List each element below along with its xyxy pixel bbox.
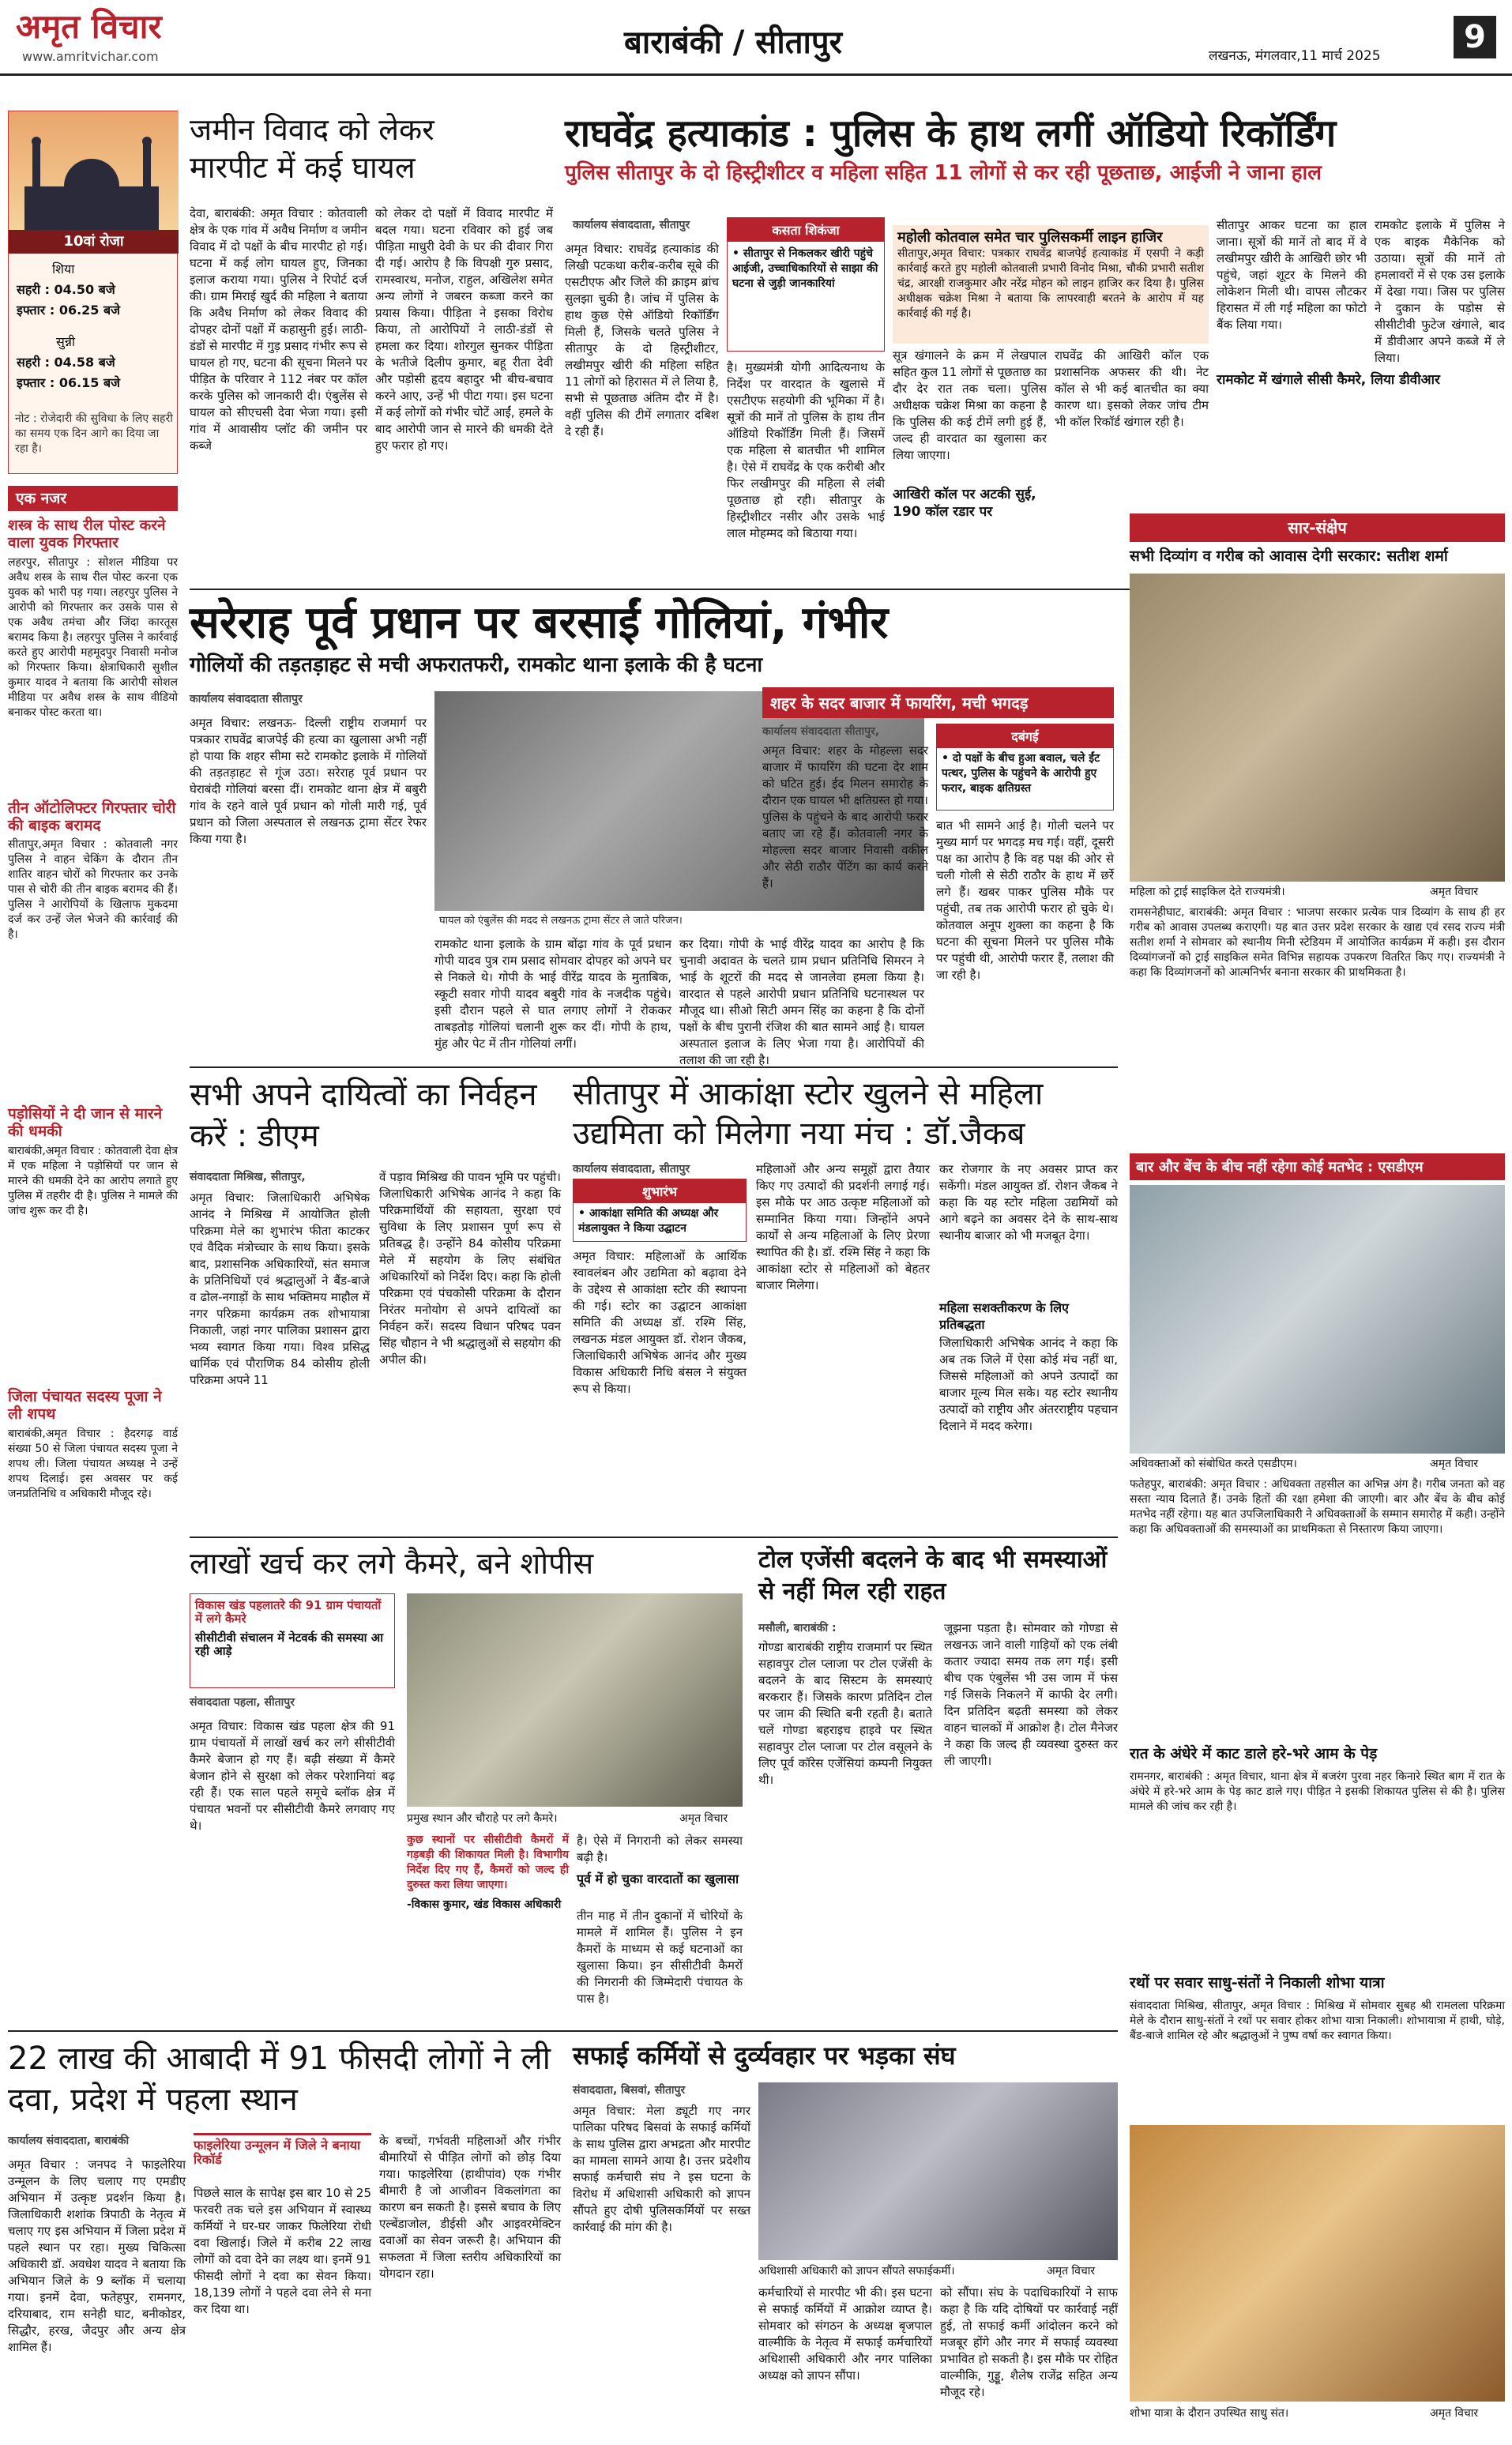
subhead-last-call: आखिरी कॉल पर अटकी सुई, 190 कॉल रडार पर bbox=[893, 487, 1036, 520]
story-col-2: जूझना पड़ता है। सोमवार को गोण्डा से लखनऊ जाने वाली गाड़ियों को एक लंबी कतार ज्यादा समय तक लग गई। इसी बीच एक एंबुलेंस भी उस जाम में फंस गई जिसके निकलने में काफी देर लगी। दिन प्रतिदिन बढ़ती समस्या को लेकर वाहन चालकों में आक्रोश है। टोल मैनेजर ने कहा कि जल्द ही व्यवस्था दुरुस्त कर ली जाएगी। bbox=[944, 1621, 1118, 1768]
story-col-1: देवा, बाराबंकी: अमृत विचार : कोतवाली क्षेत्र के एक गांव में अवैध निर्माण व जमीन विवाद में दो पक्षों के बीच मारपीट हो गई। घटना में कई लोग घायल हुए, जिनका इलाज कराया गया। पुलिस ने रिपोर्ट दर्ज की। ग्राम मिराई खुर्द की महिला ने बताया कि अवैध निर्माण को लेकर विवाद की दोपहर दोनों पक्षों में कहासुनी हुई। लाठी-डंडों से मारपीट में गुड़ प्रसाद गंभीर रूप से घायल हो गए, घटना की सूचना मिलने पर पीड़ित के परिवार ने 112 नंबर पर कॉल करके पुलिस को जानकारी दी। एंबुलेंस से घायल को सीएचसी देवा भेजा गया। इसी गांव में आवासीय प्लॉट की जमीन पर कब्जे bbox=[190, 206, 367, 453]
box-head: विकास खंड पहलातरे की 91 ग्राम पंचायतों में लगे कैमरे bbox=[195, 1598, 382, 1627]
box-head: फाइलेरिया उन्मूलन में जिले ने बनाया रिकॉर्ड bbox=[194, 2138, 361, 2168]
story-col-3: सूत्र खंगालने के क्रम में लेखपाल सहित कुल 11 लोगों से पूछताछ का दौर देर रात तक चला। पुलिस अधीक्षक चक्रेश मिश्रा का कहना है कि पुलिस की कई टीमें लगी हुई हैं, जल्द ही वारदात का खुलासा कर लिया जाएगा। bbox=[893, 348, 1047, 462]
brief-2-credit: अमृत विचार bbox=[1430, 1458, 1479, 1470]
byline: कार्यालय संवाददाता, सीतापुर bbox=[573, 1163, 690, 1175]
newspaper-logo: अमृत विचार bbox=[16, 7, 162, 46]
shia-label: शिया bbox=[52, 261, 75, 276]
list-item bbox=[8, 1106, 178, 1381]
story-col-1: अमृत विचार : जनपद ने फाइलेरिया उन्मूलन के लिए चलाए गए एमडीए अभियान में उत्कृष्ट प्रदर्शन किया है। जिलाधिकारी शशांक त्रिपाठी के नेतृत्व में चलाए गए इस अभियान में जिला प्रदेश में पहले स्थान पर रहा। मुख्य चिकित्सा अधिकारी डॉ. अवधेश यादव ने बताया कि अभियान जिले के 9 ब्लॉक में चलाया गया। इनमें देवा, फतेहपुर, रामनगर, दरियाबाद, राम सनेही घाट, बनीकोडर, सिद्धौर, हरख, जैदपुर और अन्य क्षेत्र शामिल हैं। bbox=[8, 2157, 186, 2354]
headline: टोल एजेंसी बदलने के बाद भी समस्याओं से नहीं मिल रही राहत bbox=[758, 1546, 1108, 1605]
subhead-cctv: रामकोट में खंगाले सीसी कैमरे, लिया डीवीआर bbox=[1217, 372, 1440, 388]
byline: संवाददाता, बिसवां, सीतापुर bbox=[573, 2084, 686, 2097]
headline: जमीन विवाद को लेकर मारपीट में कई घायल bbox=[190, 112, 434, 185]
roza-note: नोट : रोजेदारी की सुविधा के लिए सहरी का समय एक दिन आगे का दिया जा रहा है। bbox=[15, 412, 173, 455]
story-col-2: महिलाओं और अन्य समूहों द्वारा तैयार किए गए उत्पादों की प्रदर्शनी लगाई गई। इस मौके पर आठ उत्कृष्ट महिलाओं को सम्मानित किया गया। जिन्होंने अपने कार्यों से अन्य महिलाओं के लिए प्रेरणा स्थापित की है। डॉ. रश्मि सिंह ने कहा कि आकांक्षा स्टोर से महिलाओं को बेहतर बाजार मिलेगा। bbox=[756, 1162, 930, 1292]
box-headline: महोली कोतवाल समेत चार पुलिसकर्मी लाइन हाजिर bbox=[897, 229, 1163, 246]
camera-photo bbox=[407, 1593, 743, 1807]
item-headline: शस्त्र के साथ रील पोस्ट करने वाला युवक गिरफ्तार bbox=[8, 517, 166, 551]
sunni-label: सुन्नी bbox=[56, 334, 76, 349]
shia-sehri: सहरी : 04.50 बजे bbox=[17, 282, 115, 297]
item-body: लहरपुर, सीतापुर : सोशल मीडिया पर अवैध शस्त्र के साथ रील पोस्ट करना एक युवक को भारी पड़ गया। लहरपुर पुलिस ने आरोपी को गिरफ्तार कर उसके पास से एक अवैध तमंचा और जिंदा कारतूस बरामद किया है। लहरपुर पुलिस ने कार्रवाई करते हुए आरोपी महमूदपुर निवासी मनोज को गिरफ्तार किया। क्षेत्राधिकारी सुशील कुमार यादव ने बताया कि आरोपी सोशल मीडिया पर अवैध शस्त्र के साथ वीडियो बनाकर पोस्ट करता था। bbox=[8, 555, 178, 719]
camera-box bbox=[190, 1593, 395, 1688]
story-col-2: बात भी सामने आई है। गोली चलने पर मुख्य मार्ग पर भगदड़ मच गई। वहीं, दूसरी पक्ष का आरोप है कि वह पक्ष की ओर से चली गोली से सेठी राठौर के हाथ में छर्रे लगे हैं। खबर पाकर पुलिस मौके पर पहुंची, तब तक आरोपी फरार हो चुके थे। कोतवाल अनूप शुक्ला का कहना है कि घटना की सूचना मिलने पर पुलिस मौके पर पहुंची थी, आरोपी फरार हैं, तलाश की जा रही है। bbox=[936, 818, 1114, 982]
section-title: बाराबंकी / सीतापुर bbox=[624, 24, 842, 61]
brief-2-body: फतेहपुर, बाराबंकी: अमृत विचार : अधिवक्ता तहसील का अभिन्न अंग है। गरीब जनता को वह सस्ता न्याय दिलाते हैं। उनके हितों की रक्षा हमेशा की जाएगी। बार और बेंच के बीच कोई मतभेद नहीं रहेगा। यह बात उपजिलाधिकारी ने अधिवक्ताओं के सम्मान समारोह में कही। उन्होंने कहा कि अधिवक्ताओं की समस्याओं का प्राथमिकता से निस्तारण किया जाएगा। bbox=[1130, 1478, 1505, 1536]
item-headline: जिला पंचायत सदस्य पूजा ने ली शपथ bbox=[8, 1388, 162, 1423]
kasta-box bbox=[727, 217, 885, 352]
divider bbox=[190, 1537, 1118, 1538]
quote-box bbox=[407, 1833, 569, 2022]
brief-2-headline: बार और बेंच के बीच नहीं रहेगा कोई मतभेद : एसडीएम bbox=[1130, 1153, 1505, 1180]
story-col-2: को लेकर दो पक्षों में विवाद मारपीट में बदल गया। घटना रविवार को हुई जब पीड़िता माधुरी देवी के घर की दीवार गिरा दी गई। आरोप है कि विपक्षी गुरु प्रसाद, रामस्वारथ, मनोज, राहुल, अखिलेश समेत अन्य लोगों ने जबरन कब्जा करने का प्रयास किया। पीड़िता ने इसका विरोध किया, तो आरोपियों ने लाठी-डंडों से हमला कर दिया। शोरगुल सुनकर पीड़िता के भतीजे दिलीप कुमार, बहू रीता देवी और पड़ोसी हृदय बहादुर भी बीच-बचाव करने आए, उन्हें भी पीटा गया। इस घटना में कई लोगों को गंभीर चोटें आईं, हमले के बाद आरोपी जान से मारने की धमकी देते हुए फरार हो गए। bbox=[375, 206, 553, 453]
byline: कार्यालय संवाददाता सीतापुर bbox=[190, 693, 303, 705]
photo-caption: घायल को एंबुलेंस की मदद से लखनऊ ट्रामा सेंटर ले जाते परिजन। bbox=[434, 911, 924, 928]
story-col-2: कर्मचारियों से मारपीट भी की। इस घटना से सफाई कर्मियों में आक्रोश व्याप्त है। सोमवार को संगठन के अध्यक्ष बृजपाल वाल्मीकि के नेतृत्व में सफाई कर्मचारियों अधिशासी अधिकारी और नगर पालिका अध्यक्ष को ज्ञापन सौंपा। bbox=[758, 2285, 932, 2383]
story-col-1: अमृत विचार: मेला ड्यूटी गए नगर पालिका परिषद बिसवां के सफाई कर्मियों के साथ पुलिस द्वारा अभद्रता और मारपीट का मामला सामने आया है। उत्तर प्रदेशीय सफाई कर्मचारी संघ ने इस घटना के विरोध में अधिशासी अधिकारी को ज्ञापन सौंपते हुए दोषी पुलिसकर्मियों पर सख्त कार्रवाई की मांग की है। bbox=[573, 2104, 750, 2234]
item-headline: पड़ोसियों ने दी जान से मारने की धमकी bbox=[8, 1105, 163, 1141]
headline: सरेराह पूर्व प्रधान पर बरसाईं गोलियां, गंभीर bbox=[190, 597, 889, 649]
headline: लाखों खर्च कर लगे कैमरे, बने शोपीस bbox=[190, 1546, 594, 1581]
shubharambh-points: • आकांक्षा समिति की अध्यक्ष और मंडलायुक्त ने किया उद्घाटन bbox=[578, 1207, 719, 1235]
brief-1-credit: अमृत विचार bbox=[1430, 886, 1479, 898]
list-item bbox=[8, 800, 178, 1099]
box-points: सीसीटीवी संचालन में नेटवर्क की समस्या आ रही आड़े bbox=[195, 1630, 384, 1658]
story-col-2: है। मुख्यमंत्री योगी आदित्यनाथ के निर्देश पर वारदात के खुलासे में एसटीएफ सहयोगी की भूमिका में है। सूत्रों की मानें तो पुलिस के हाथ तीन ऑडियो रिकॉर्डिंग मिली हैं। जिसमें एक महिला से बातचीत भी शामिल है। ऐसे में राघवेंद्र के एक करीबी और फिर लखीमपुर की महिला से लंबी पूछताछ हो रही। सीतापुर के हिस्ट्रीशीटर नसीर और उसके भाई लाल मोहम्मद को बिठाया गया। bbox=[727, 360, 885, 540]
divider bbox=[190, 1066, 1118, 1068]
brief-3-body: रामनगर, बाराबंकी : अमृत विचार, थाना क्षेत्र में बजरंग पुरवा नहर किनारे स्थित बाग में रात के अंधेरे में हरे-भरे आम के पेड़ काट डाले गए। पीड़ित ने इसकी शिकायत पुलिस से की है। पुलिस मामले की जांच कर रही है। bbox=[1130, 1770, 1505, 1813]
subhead: पुलिस सीतापुर के दो हिस्ट्रीशीटर व महिला सहित 11 लोगों से कर रही पूछताछ, आईजी ने जाना हाल bbox=[565, 161, 1322, 185]
brief-1-caption: महिला को ट्राई साइकिल देते राज्यमंत्री। bbox=[1130, 886, 1285, 898]
linehajir-box bbox=[893, 225, 1209, 344]
item-headline: तीन ऑटोलिफ्टर गिरफ्तार चोरी की बाइक बरामद bbox=[8, 799, 176, 834]
sunni-iftar: इफ्तार : 06.15 बजे bbox=[17, 375, 121, 390]
shubharambh-tag: शुभारंभ bbox=[574, 1179, 746, 1203]
item-body: सीतापुर,अमृत विचार : कोतवाली नगर पुलिस ने वाहन चेकिंग के दौरान तीन शातिर वाहन चोरों को गिरफ्तार कर उनके पास से चोरी की तीन बाइक बरामद की हैं। पुलिस ने आरोपियों के खिलाफ मुकदमा दर्ज कर उन्हें जेल भेजने की कार्रवाई की है। bbox=[8, 838, 178, 942]
mosque-icon bbox=[9, 111, 179, 230]
byline: संवाददाता मिश्रिख, सीतापुर, bbox=[190, 1171, 306, 1183]
story-col-3: कर रोजगार के नए अवसर प्राप्त कर सकेंगी। मंडल आयुक्त डॉ. रोशन जैकब ने कहा कि यह स्टोर महिला उद्यमियों को आगे बढ़ने का अवसर देने के साथ-साथ स्थानीय बाजार को भी मजबूत देगा। bbox=[939, 1162, 1118, 1243]
brief-3-headline: रात के अंधेरे में काट डाले हरे-भरे आम के पेड़ bbox=[1130, 1745, 1378, 1762]
item-body: बाराबंकी,अमृत विचार : हैदरगढ़ वार्ड संख्या 50 से जिला पंचायत सदस्य पूजा ने शपथ ली। जिला पंचायत अध्यक्ष ने उन्हें शपथ दिलाई। इस अवसर पर कई जनप्रतिनिधि व अधिकारी मौजूद रहे। bbox=[8, 1427, 178, 1500]
story-col-3: को सौंपा। संघ के पदाधिकारियों ने साफ कहा है कि यदि दोषियों पर कार्रवाई नहीं हुई, तो सफाई कर्मी आंदोलन करने को मजबूर होंगे और नगर में सफाई व्यवस्था प्रभावित हो सकती है। इस मौके पर रोहित वाल्मीकि, गुड्डू, शैलेष राजेंद्र सहित अन्य मौजूद रहे। bbox=[940, 2285, 1118, 2399]
dabangai-tag: दबंगई bbox=[937, 724, 1113, 748]
brief-4-body: संवाददाता मिश्रिख, सीतापुर, अमृत विचार : मिश्रिख में सोमवार सुबह श्री रामलला परिक्रमा मेले के दौरान साधु-संतों ने रथों पर सवार होकर शोभा यात्रा निकाली। शोभायात्रा में हाथी, घोड़े, बैंड-बाजे शामिल रहे और श्रद्धालुओं ने पुष्प वर्षा कर स्वागत किया। bbox=[1130, 1999, 1505, 2042]
dabangai-box bbox=[936, 724, 1114, 811]
shia-iftar: इफ्तार : 06.25 बजे bbox=[17, 303, 121, 318]
photo-credit: अमृत विचार bbox=[1047, 2265, 1096, 2278]
quote-text: कुछ स्थानों पर सीसीटीवी कैमरों में गड़बड़ी की शिकायत मिली है। विभागीय निर्देश दिए गए हैं, कैमरों को जल्द ही दुरुस्त करा लिया जाएगा। bbox=[407, 1834, 569, 1891]
byline: कार्यालय संवाददाता, बाराबंकी bbox=[8, 2135, 130, 2147]
sunni-sehri: सहरी : 04.58 बजे bbox=[17, 355, 115, 370]
story-col-1: अमृत विचार: राघवेंद्र हत्याकांड की लिखी पटकथा करीब-करीब सूबे की एसटीएफ और जिले की क्राइम ब्रांच सुलझा चुकी है। जांच में पुलिस के हाथ कुछ ऐसे ऑडियो रिकॉर्डिंग मिली हैं, जिसके चलते पुलिस ने सीतापुर के दो हिस्ट्रीशीटर, लखीमपुर खीरी की महिला सहित 11 लोगों को हिरासत में ले लिया है, सभी से पूछताछ अंतिम दौर में है। वहीं पुलिस की टीमें लगातार दबिश दे रही हैं। bbox=[565, 242, 719, 438]
story-col-1: अमृत विचार: विकास खंड पहला क्षेत्र की 91 ग्राम पंचायतों में लाखों खर्च कर लगे सीसीटीवी कैमरे बेजान हो गए हैं। बढ़ी संख्या में कैमरे बेजान होने से सुरक्षा को लेकर परेशानियां बढ़ रही हैं। एक साल पहले समूचे ब्लॉक क्षेत्र में पंचायत भवनों पर सीसीटीवी कैमरे लगवाए गए थे। bbox=[190, 1719, 395, 1833]
headline: 22 लाख की आबादी में 91 फीसदी लोगों ने ली दवा, प्रदेश में पहला स्थान bbox=[8, 2041, 551, 2118]
story-col-1: गोण्डा बाराबंकी राष्ट्रीय राजमार्ग पर स्थित सहावपुर टोल प्लाजा पर टोल एजेंसी के बदलने के बाद सिस्टम के समस्याएं बरकरार हैं। जिसके कारण प्रतिदिन टोल पर जाम की स्थिति बनी रहती है। बताते चलें गोण्डा बहराइच हाइवे पर स्थित सहावपुर टोल प्लाजा पर टोल वसूलने के लिए पूर्व कॉरेस एजेंसियां कम्पनी नियुक्त थी। bbox=[758, 1640, 932, 1787]
brief-1-headline: सभी दिव्यांग व गरीब को आवास देगी सरकार: सतीश शर्मा bbox=[1130, 547, 1448, 565]
ek-nazar-column bbox=[8, 486, 178, 1702]
story-col-1: अमृत विचार: लखनऊ- दिल्ली राष्ट्रीय राजमार्ग पर पत्रकार राघवेंद्र बाजपेई की हत्या का खुलासा अभी नहीं हो पाया कि शहर सीमा सटे रामकोट इलाके में गोलियों की तड़तड़ाहट से गूंज उठा। सरेराह पूर्व प्रधान पर घेराबंदी गोलियां बरसा दीं। रामकोट थाना क्षेत्र में बबुरी गांव के रहने वाले पूर्व प्रधान को गोली मारी गई, पूर्व प्रधान को जिला अस्पताल से लखनऊ ट्रामा सेंटर रेफर किया गया है। bbox=[190, 716, 427, 846]
photo-credit: अमृत विचार bbox=[679, 1812, 728, 1825]
story-land-dispute bbox=[190, 111, 553, 585]
story-akanksha bbox=[573, 1074, 1118, 1533]
story-col-3: के बच्चों, गर्भवती महिलाओं और गंभीर बीमारियों से पीड़ित लोगों को छोड़ दिया गया। फाइलेरिया (हाथीपांव) एक गंभीर बीमारी है जो आजीवन विकलांगता का कारण बन सकती है। इससे बचाव के लिए एल्बेंडाजोल, डीईसी और आइवरमेक्टिन दवाओं का सेवन जरूरी है। अभियान की सफलता में जिला स्तरीय अधिकारियों का योगदान रहा। bbox=[379, 2134, 561, 2281]
byline: कार्यालय संवाददाता, सीतापुर bbox=[573, 219, 690, 231]
brief-4-headline: रथों पर सवार साधु-संतों ने निकाली शोभा यात्रा bbox=[1130, 1974, 1385, 1992]
firing-bar: शहर के सदर बाजार में फायरिंग, मची भगदड़ bbox=[762, 687, 1114, 718]
story-camera bbox=[190, 1544, 743, 2026]
brief-4-photo bbox=[1130, 2125, 1505, 2402]
brief-1-photo bbox=[1130, 574, 1505, 882]
brief-4-caption: शोभा यात्रा के दौरान उपस्थित साधु संत। bbox=[1130, 2407, 1289, 2420]
story-col-4: तीन माह में तीन दुकानों में चोरियों के मामले में शामिल हैं। पुलिस ने इन कैमरों के माध्यम से कई घटनाओं का खुलासा किया। इन सीसीटीवी कैमरों की निगरानी की जिम्मेदारी पंचायत के पास है। bbox=[577, 1909, 743, 2006]
website-url: www.amritvichar.com bbox=[22, 49, 159, 64]
kasta-points: • सीतापुर से निकलकर खीरी पहुंचे आईजी, उच्चाधिकारियों से साझा की घटना से जुड़ी जानकारियां bbox=[732, 247, 878, 290]
story-col-6: रामकोट इलाके में पुलिस ने एक बाइक मैकेनिक को उठाया। सूत्रों की मानें तो हमलावरों में से एक उस इलाके में देखा गया। जिस पर पुलिस ने दुकान के पड़ोस से सीसीटीवी फुटेज खंगाले, बाद में डीवीआर अपने कब्जे में ले लिया। bbox=[1375, 218, 1505, 365]
story-col-2: वें पड़ाव मिश्रिख की पावन भूमि पर पहुंची। जिलाधिकारी अभिषेक आनंद ने कहा कि परिक्रमार्थियों की सहायता, सुरक्षा एवं सुविधा के लिए प्रशासन पूर्ण रूप से प्रतिबद्ध है। उन्होंने 84 कोसीय परिक्रमा मेले में सहयोग के लिए संबंधित अधिकारियों को निर्देश दिए। कहा कि होली परिक्रमा एवं पंचकोसी परिक्रमा के दौरान निरंतर मनोयोग से अपने दायित्वों का निर्वहन करें। सदस्य विधान परिषद पवन सिंह चौहान ने भी श्रद्धालुओं से सहयोग की अपील की। bbox=[379, 1170, 561, 1367]
story-col-1: अमृत विचार: महिलाओं के आर्थिक स्वावलंबन और उद्यमिता को बढ़ावा देने के उद्देश्य से आकांक्षा स्टोर की स्थापना की गई। स्टोर का उद्घाटन आकांक्षा समिति की अध्यक्ष डॉ. रश्मि सिंह, लखनऊ मंडल आयुक्त डॉ. रोशन जैकब, जिलाधिकारी अभिषेक आनंद और मुख्य विकास अधिकारी निधि बंसल ने संयुक्त रूप से किया। bbox=[573, 1249, 747, 1396]
story-safai bbox=[573, 2038, 1118, 2437]
list-item bbox=[8, 1389, 178, 1664]
item-body: बाराबंकी,अमृत विचार : कोतवाली देवा क्षेत्र में एक महिला ने पड़ोसियों पर जान से मारने की धमकी देने का आरोप लगाते हुए पुलिस में तहरीर दी है। पुलिस ने मामले की जांच शुरू कर दी है। bbox=[8, 1145, 178, 1218]
story-toll bbox=[758, 1544, 1118, 2026]
story-col-1: अमृत विचार: शहर के मोहल्ला सदर बाजार में फायरिंग की घटना देर शाम को घटित हुई। ईद मिलन समारोह के दौरान एक घायल भी क्षतिग्रस्त हो गया। पुलिस के पहुंचने के बाद आरोपी फरार बताए जा रहे हैं। कोतवाली नगर के मोहल्ला सदर बाजार निवासी वकील और सेठी राठौर पेंटिंग का कार्य करते हैं। bbox=[762, 743, 928, 890]
story-dm bbox=[190, 1074, 561, 1533]
safai-photo bbox=[758, 2082, 1118, 2260]
filaria-box bbox=[194, 2133, 371, 2180]
list-item bbox=[8, 517, 178, 792]
saar-sankshep-column bbox=[1130, 513, 1505, 2433]
subhead: महिला सशक्तीकरण के लिए प्रतिबद्धता bbox=[939, 1300, 1069, 1332]
headline: राघवेंद्र हत्याकांड : पुलिस के हाथ लगीं ऑडियो रिकॉर्डिंग bbox=[565, 111, 1337, 156]
story-col-2: रामकोट थाना इलाके के ग्राम बोंढ़ा गांव के पूर्व प्रधान गोपी यादव पुत्र राम प्रसाद सोमवार दोपहर को अपने घर से निकले थे। गोपी के भाई वीरेंद्र यादव के मुताबिक, स्कूटी सवार गोपी यादव बबुरी गांव के नजदीक पहुंचे। इसी दौरान पहले से घात लगाए लोगों ने रोककर ताबड़तोड़ गोलियां चलानी शुरू कर दीं। गोपी के हाथ, मुंह और पेट में तीन गोलियां लगीं। bbox=[434, 937, 671, 1051]
quote-by: -विकास कुमार, खंड विकास अधिकारी bbox=[407, 1898, 562, 1911]
roza-title: 10वां रोजा bbox=[9, 230, 179, 254]
mosque-illustration bbox=[9, 111, 179, 230]
ek-nazar-tag: एक नजर bbox=[8, 486, 178, 511]
story-col-1: अमृत विचार: जिलाधिकारी अभिषेक आनंद ने मिश्रिख में आयोजित होली परिक्रमा मेले का शुभारंभ फीता काटकर एवं वैदिक मंत्रोच्चार के साथ किया। इसके बाद, प्रशासनिक अधिकारियों, संत समाज के प्रतिनिधियों एवं श्रद्धालुओं ने बैंड-बाजे व ढोल-नगाड़ों के साथ भक्तिमय माहौल में नगर परिक्रमा कार्यक्रम तक शोभायात्रा निकाली, जहां नगर पालिका प्रशासन द्वारा भव्य स्वागत किया गया। विश्व प्रसिद्ध धार्मिक एवं पौराणिक 84 कोसीय होली परिक्रमा अपने 11 bbox=[190, 1191, 370, 1387]
page-number: 9 bbox=[1454, 16, 1496, 58]
dateline: मसौली, बाराबंकी : bbox=[758, 1622, 837, 1634]
roza-box bbox=[8, 111, 178, 474]
story-col-3: है। ऐसे में निगरानी को लेकर समस्या बढ़ी है। bbox=[577, 1834, 743, 1864]
dateline: लखनऊ, मंगलवार,11 मार्च 2025 bbox=[1209, 48, 1381, 64]
brief-4-credit: अमृत विचार bbox=[1430, 2407, 1479, 2420]
masthead bbox=[0, 0, 1512, 76]
byline: कार्यालय संवाददाता सीतापुर, bbox=[762, 725, 880, 738]
headline: सीतापुर में आकांक्षा स्टोर खुलने से महिला उद्यमिता को मिलेगा नया मंच : डॉ.जैकब bbox=[573, 1076, 1044, 1152]
story-firing bbox=[762, 687, 1114, 1063]
kasta-tag: कसता शिकंजा bbox=[728, 218, 884, 242]
subhead: गोलियों की तड़तड़ाहट से मची अफरातफरी, रामकोट थाना इलाके की है घटना bbox=[190, 653, 763, 677]
story-col-5: सीतापुर आकर घटना का हाल जाना। सूत्रों की मानें तो बाद में वे लखीमपुर खीरी के आखिरी छोर भी पहुंचे, जहां शूटर के मिलने की लोकेशन मिली थी। वापस लौटकर हिरासत में ली गई महिला का फोटो बैंक लिया गया। bbox=[1217, 218, 1367, 332]
headline: सभी अपने दायित्वों का निर्वहन करें : डीएम bbox=[190, 1077, 537, 1154]
box-body: सीतापुर,अमृत विचार: पत्रकार राघवेंद्र बाजपेई हत्याकांड में एसपी ने कड़ी कार्रवाई करते हुए महोली कोतवाली प्रभारी विनोद मिश्रा, चौकी प्रभारी सतीश चंद्र, आरक्षी राजकुमार और नरेंद्र मोहन को लाइन हाजिर कर दिया है। पुलिस अधीक्षक चक्रेश मिश्रा ने बताया कि लापरवाही बरतने के आरोप में यह कार्रवाई की गई है। bbox=[897, 246, 1204, 320]
subhead: पूर्व में हो चुका वारदातों का खुलासा bbox=[577, 1871, 739, 1886]
story-col-4: राघवेंद्र की आखिरी कॉल एक प्रशासनिक अफसर की थी। नेट कॉल से भी कई बातचीत का क्या कारण था। इसको लेकर जांच टीम भी कॉल रिकॉर्ड खंगाल रही है। bbox=[1055, 348, 1209, 429]
brief-1-body: रामसनेहीघाट, बाराबंकी: अमृत विचार : भाजपा सरकार प्रत्येक पात्र दिव्यांग के साथ ही हर गरीब को आवास उपलब्ध कराएगी। यह बात उत्तर प्रदेश सरकार के खाद्य एवं रसद राज्य मंत्री सतीश शर्मा ने सोमवार को स्थानीय मिनी स्टेडियम में आयोजित कार्यक्रम में कही। इस दौरान दिव्यांगजनों को ट्राई साइकिल समेत विभिन्न सहायक उपकरण वितरित किए गए। राज्यमंत्री ने कहा कि दिव्यांगजनों को आत्मनिर्भर बनाना सरकार की प्राथमिकता है। bbox=[1130, 906, 1505, 979]
brief-2-caption: अधिवक्ताओं को संबोधित करते एसडीएम। bbox=[1130, 1458, 1297, 1470]
shubharambh-box bbox=[573, 1179, 747, 1242]
headline: सफाई कर्मियों से दुर्व्यवहार पर भड़का संघ bbox=[573, 2041, 956, 2071]
story-col-3: कर दिया। गोपी के भाई वीरेंद्र यादव का आरोप है कि चुनावी अदावत के चलते ग्राम प्रधान प्रतिनिधि सिमरन ने भाई के शूटरों की मदद से जानलेवा हमला किया है। वारदात से पहले आरोपी प्रधान प्रतिनिधि घटनास्थल पर मौजूद था। सीओ सिटी अमन सिंह का कहना है कि दोनों पक्षों के बीच पुरानी रंजिश की बात सामने आई है। घायल अस्पताल इलाज के लिए भेजा गया है। आरोपियों की तलाश की जा रही है। bbox=[679, 937, 924, 1067]
photo-caption: प्रमुख स्थान और चौराहे पर लगे कैमरे। bbox=[407, 1812, 558, 1825]
saar-tag: सार-संक्षेप bbox=[1130, 513, 1505, 542]
brief-2-photo bbox=[1130, 1185, 1505, 1454]
story-col-4: जिलाधिकारी अभिषेक आनंद ने कहा कि अब तक जिले में ऐसा कोई मंच नहीं था, जिससे महिलाओं को अपने उत्पादों का बाजार मूल्य मिल सके। यह स्टोर स्थानीय उत्पादों को राष्ट्रीय और अंतरराष्ट्रीय पहचान दिलाने में मदद करेगा। bbox=[939, 1336, 1118, 1433]
divider bbox=[8, 2030, 1118, 2032]
ek-nazar-list bbox=[8, 517, 178, 1664]
story-filaria bbox=[8, 2038, 561, 2437]
photo-caption: अधिशासी अधिकारी को ज्ञापन सौंपते सफाईकर्मी। bbox=[758, 2265, 955, 2278]
byline: संवाददाता पहला, सीतापुर bbox=[190, 1696, 295, 1709]
dabangai-points: • दो पक्षों के बीच हुआ बवाल, चले ईंट पत्थर, पुलिस के पहुंचने के आरोपी हुए फरार, बाइक क्षतिग्रस्त bbox=[942, 752, 1100, 795]
story-col-2: पिछले साल के सापेक्ष इस बार 10 से 25 फरवरी तक चले इस अभियान में स्वास्थ्य कर्मियों ने घर-घर जाकर फिलेरिया रोधी दवा खिलाई। जिले में करीब 22 लाख लोगों को दवा देने का लक्ष्य था। इनमें 91 फीसदी लोगों ने दवा का सेवन किया। 18,139 लोगों ने पहले दवा लेने से मना कर दिया था। bbox=[194, 2186, 371, 2316]
